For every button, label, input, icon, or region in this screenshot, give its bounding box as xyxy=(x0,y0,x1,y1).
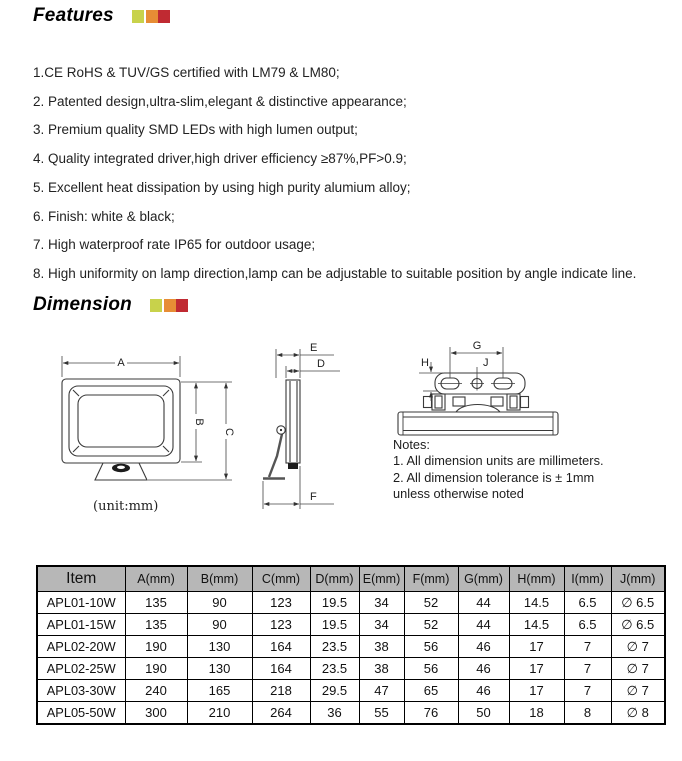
value-cell: 240 xyxy=(125,680,187,702)
value-cell: 300 xyxy=(125,702,187,725)
bracket-view-drawing xyxy=(398,340,558,435)
table-header-cell: C(mm) xyxy=(252,566,310,592)
features-section-heading xyxy=(33,5,170,27)
feature-item: 7. High waterproof rate IP65 for outdoor usage; xyxy=(33,237,316,253)
value-cell: 135 xyxy=(125,592,187,614)
table-header-cell: D(mm) xyxy=(310,566,359,592)
side-view-drawing xyxy=(263,342,340,509)
table-row xyxy=(37,614,665,636)
notes-block xyxy=(393,437,673,503)
value-cell: 6.5 xyxy=(564,614,611,636)
feature-item: 2. Patented design,ultra-slim,elegant & distinctive appearance; xyxy=(33,93,407,109)
orange-square-icon xyxy=(146,10,158,23)
feature-item: 8. High uniformity on lamp direction,lamp can be adjustable to suitable position by angle indicate line. xyxy=(33,265,637,281)
value-cell: 52 xyxy=(404,614,458,636)
value-cell: 52 xyxy=(404,592,458,614)
value-cell: 123 xyxy=(252,592,310,614)
item-cell: APL03-30W xyxy=(37,680,125,702)
item-cell: APL02-25W xyxy=(37,658,125,680)
unit-label: (unit:mm) xyxy=(93,499,159,514)
table-header-cell: B(mm) xyxy=(187,566,252,592)
value-cell: 76 xyxy=(404,702,458,725)
dim-label-b: B xyxy=(193,418,205,426)
table-row xyxy=(37,658,665,680)
dimension-table xyxy=(36,565,666,725)
table-header-cell: A(mm) xyxy=(125,566,187,592)
dim-label-g: G xyxy=(472,340,482,352)
value-cell: 17 xyxy=(509,636,564,658)
accent-squares-icon xyxy=(150,299,188,312)
value-cell: 14.5 xyxy=(509,614,564,636)
table-header-cell: E(mm) xyxy=(359,566,404,592)
green-square-icon xyxy=(150,299,162,312)
notes-line: 2. All dimension tolerance is ± 1mm xyxy=(393,469,595,485)
value-cell: 7 xyxy=(564,636,611,658)
value-cell: 46 xyxy=(458,680,509,702)
value-cell: ∅ 7 xyxy=(611,636,665,658)
value-cell: 19.5 xyxy=(310,592,359,614)
dim-label-a: A xyxy=(117,357,125,369)
feature-item: 3. Premium quality SMD LEDs with high lumen output; xyxy=(33,122,358,138)
table-header-cell: H(mm) xyxy=(509,566,564,592)
item-cell: APL01-10W xyxy=(37,592,125,614)
table-body xyxy=(37,592,665,725)
value-cell: 23.5 xyxy=(310,658,359,680)
value-cell: 130 xyxy=(187,636,252,658)
table-header-cell: J(mm) xyxy=(611,566,665,592)
dim-label-f: F xyxy=(310,491,317,503)
dimension-section-heading xyxy=(33,294,188,316)
table-header-cell: Item xyxy=(37,566,125,592)
dimension-table-wrap xyxy=(36,565,666,725)
value-cell: ∅ 8 xyxy=(611,702,665,725)
value-cell: 90 xyxy=(187,592,252,614)
table-header-cell: I(mm) xyxy=(564,566,611,592)
notes-line: unless otherwise noted xyxy=(393,486,524,502)
value-cell: 47 xyxy=(359,680,404,702)
table-row xyxy=(37,592,665,614)
value-cell: 23.5 xyxy=(310,636,359,658)
value-cell: ∅ 7 xyxy=(611,658,665,680)
value-cell: 36 xyxy=(310,702,359,725)
orange-square-icon xyxy=(164,299,176,312)
item-cell: APL05-50W xyxy=(37,702,125,725)
value-cell: 34 xyxy=(359,614,404,636)
table-header-cell: F(mm) xyxy=(404,566,458,592)
dimension-drawings xyxy=(0,330,682,535)
value-cell: 50 xyxy=(458,702,509,725)
table-row xyxy=(37,702,665,725)
dim-label-h: H xyxy=(421,357,429,369)
value-cell: 46 xyxy=(458,636,509,658)
value-cell: 190 xyxy=(125,636,187,658)
feature-item: 1.CE RoHS & TUV/GS certified with LM79 & LM80; xyxy=(33,65,340,80)
value-cell: 65 xyxy=(404,680,458,702)
value-cell: 55 xyxy=(359,702,404,725)
table-header-cell: G(mm) xyxy=(458,566,509,592)
red-square-icon xyxy=(176,299,188,312)
value-cell: ∅ 6.5 xyxy=(611,592,665,614)
value-cell: 29.5 xyxy=(310,680,359,702)
dim-label-e: E xyxy=(310,342,318,354)
value-cell: 6.5 xyxy=(564,592,611,614)
feature-item: 6. Finish: white & black; xyxy=(33,208,175,224)
value-cell: 56 xyxy=(404,636,458,658)
features-title: Features xyxy=(33,5,114,26)
value-cell: 90 xyxy=(187,614,252,636)
value-cell: 190 xyxy=(125,658,187,680)
red-square-icon xyxy=(158,10,170,23)
table-row xyxy=(37,680,665,702)
value-cell: 18 xyxy=(509,702,564,725)
value-cell: 17 xyxy=(509,658,564,680)
accent-squares-icon xyxy=(132,10,170,23)
front-view-drawing xyxy=(62,356,235,514)
value-cell: 38 xyxy=(359,658,404,680)
value-cell: 44 xyxy=(458,614,509,636)
notes-line: 1. All dimension units are millimeters. xyxy=(393,453,604,469)
value-cell: 7 xyxy=(564,680,611,702)
dim-label-c: C xyxy=(223,428,235,436)
notes-title: Notes: xyxy=(393,437,430,452)
features-list xyxy=(33,59,663,289)
value-cell: 7 xyxy=(564,658,611,680)
value-cell: 38 xyxy=(359,636,404,658)
value-cell: 264 xyxy=(252,702,310,725)
value-cell: 218 xyxy=(252,680,310,702)
item-cell: APL01-15W xyxy=(37,614,125,636)
table-row xyxy=(37,636,665,658)
value-cell: 164 xyxy=(252,636,310,658)
value-cell: 14.5 xyxy=(509,592,564,614)
value-cell: 19.5 xyxy=(310,614,359,636)
value-cell: 164 xyxy=(252,658,310,680)
value-cell: 123 xyxy=(252,614,310,636)
dimension-title: Dimension xyxy=(33,294,132,315)
feature-item: 5. Excellent heat dissipation by using high purity alumium alloy; xyxy=(33,179,411,195)
value-cell: 8 xyxy=(564,702,611,725)
value-cell: 46 xyxy=(458,658,509,680)
value-cell: 17 xyxy=(509,680,564,702)
value-cell: 44 xyxy=(458,592,509,614)
dim-label-d: D xyxy=(317,358,325,370)
value-cell: 210 xyxy=(187,702,252,725)
value-cell: 135 xyxy=(125,614,187,636)
value-cell: 56 xyxy=(404,658,458,680)
table-header-row xyxy=(37,566,665,592)
item-cell: APL02-20W xyxy=(37,636,125,658)
value-cell: 130 xyxy=(187,658,252,680)
dim-label-j: J xyxy=(483,357,489,369)
value-cell: ∅ 6.5 xyxy=(611,614,665,636)
value-cell: ∅ 7 xyxy=(611,680,665,702)
value-cell: 165 xyxy=(187,680,252,702)
value-cell: 34 xyxy=(359,592,404,614)
feature-item: 4. Quality integrated driver,high driver efficiency ≥87%,PF>0.9; xyxy=(33,151,407,167)
green-square-icon xyxy=(132,10,144,23)
